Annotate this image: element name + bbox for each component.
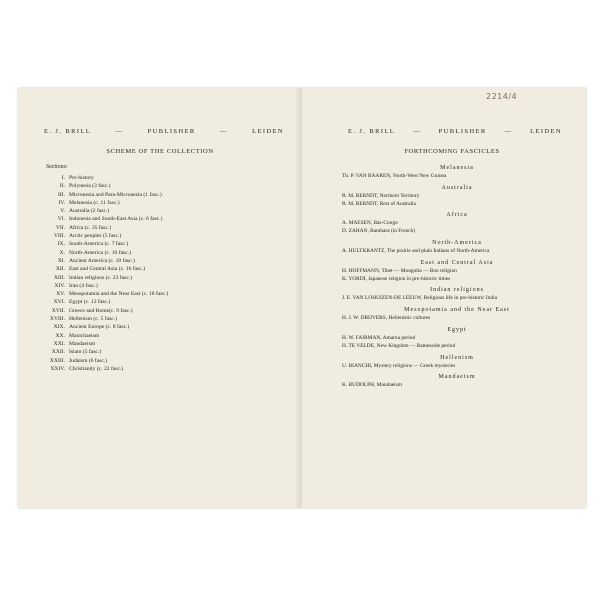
- section-item: [38, 224, 278, 232]
- section-number: XX.: [55, 332, 65, 339]
- section-text: North-America (c. 10 fasc.): [69, 249, 131, 256]
- fascicle-entry: R. M. BERNDT, Rest of Australia: [342, 200, 416, 207]
- section-item: [38, 298, 278, 306]
- section-number: XXIII.: [49, 357, 65, 364]
- section-item: [38, 249, 278, 257]
- section-item: [38, 307, 278, 315]
- section-number: XV.: [56, 291, 65, 298]
- section-number: XI.: [57, 257, 65, 264]
- fascicle-entry: H. TE VELDE, New Kingdom — Ramesside period: [342, 342, 456, 349]
- section-number: IV.: [58, 199, 65, 206]
- region-heading: North-America: [432, 239, 482, 246]
- section-text: South-America (c. 7 fasc.): [69, 241, 129, 248]
- section-item: [38, 282, 278, 290]
- header-part: PUBLISHER: [147, 128, 196, 135]
- fascicle-entry: H. W. FAIRMAN, Amarna period: [342, 334, 416, 341]
- section-number: X.: [59, 249, 65, 256]
- section-text: Melanesia (c. 11 fasc.): [69, 199, 120, 206]
- section-number: XIV.: [54, 282, 65, 289]
- section-item: [38, 257, 278, 265]
- section-number: XVII.: [51, 307, 65, 314]
- section-number: XXIV.: [50, 365, 65, 372]
- left-page: [18, 88, 303, 508]
- section-number: XVI.: [53, 299, 65, 306]
- section-item: [38, 232, 278, 240]
- section-item: [38, 207, 278, 215]
- section-number: V.: [60, 208, 65, 215]
- section-number: VIII.: [53, 233, 65, 240]
- section-item: [38, 332, 278, 340]
- sections-list: [38, 174, 278, 373]
- section-item: [38, 357, 278, 365]
- header-part: LEIDEN: [530, 128, 562, 135]
- section-text: Polynesia (3 fasc.): [69, 183, 111, 190]
- section-number: VI.: [57, 216, 65, 223]
- fascicle-entry: H. HOFFMANN, Tibet — Mongolia — Bon religion: [342, 267, 457, 274]
- section-number: I.: [61, 175, 65, 181]
- fascicle-entry: K. YORDI, Japanese religion in pre-historic times: [342, 275, 451, 282]
- section-number: XVIII.: [49, 316, 65, 323]
- header-part: —: [115, 128, 124, 135]
- section-item: [38, 340, 278, 348]
- fascicle-entry: D. ZAHAN, Bambara (in French): [342, 228, 416, 235]
- section-item: [38, 315, 278, 323]
- region-heading: Africa: [446, 212, 468, 219]
- header-part: —: [219, 128, 228, 135]
- region-heading: Indian religions: [430, 287, 484, 294]
- scheme-title: SCHEME OF THE COLLECTION: [106, 148, 214, 155]
- section-item: [38, 274, 278, 282]
- region-heading: Australia: [441, 184, 473, 191]
- section-text: Africa (c. 35 fasc.): [69, 224, 112, 231]
- header-part: —: [504, 128, 513, 135]
- section-item: [38, 182, 278, 190]
- section-text: Indian religions (c. 23 fasc.): [69, 274, 133, 281]
- section-number: XXI.: [53, 340, 65, 347]
- section-text: Australia (2 fasc.): [69, 208, 110, 215]
- fascicles-list: [342, 164, 572, 390]
- section-text: Christianity (c. 22 fasc.): [69, 365, 124, 372]
- section-item: [38, 323, 278, 331]
- section-item: [38, 174, 278, 182]
- region-heading: Mandaeism: [438, 374, 476, 381]
- section-number: IX.: [57, 241, 65, 248]
- section-number: II.: [59, 183, 65, 190]
- section-number: VII.: [55, 224, 65, 231]
- section-text: Arctic peoples (5 fasc.): [69, 233, 122, 240]
- header-part: LEIDEN: [252, 128, 284, 135]
- fascicle-entry: H. J. W. DRIJVERS, Hellenistic cultures: [342, 315, 431, 322]
- section-item: [38, 265, 278, 273]
- fascicles-title: FORTHCOMING FASCICLES: [404, 148, 500, 155]
- fascicle-entry: K. RUDOLPH, Mandaeism: [342, 382, 402, 389]
- section-text: Mesopotamia and the Near East (c. 18 fasc.): [69, 291, 169, 298]
- section-item: [38, 191, 278, 199]
- section-text: East and Central Asia (c. 16 fasc.): [69, 266, 146, 273]
- section-number: XXII.: [51, 349, 65, 356]
- section-item: [38, 199, 278, 207]
- section-item: [38, 240, 278, 248]
- fascicle-entry: A. HULTKRANTZ, The prairie and plain Indians of North-America: [342, 247, 490, 254]
- section-text: Ancient Europe (c. 8 fasc.): [69, 324, 130, 331]
- section-number: III.: [58, 191, 65, 198]
- section-text: Micronesia and Para-Micronesia (1 fasc.): [69, 191, 162, 198]
- region-heading: Mesopotamia and the Near East: [404, 307, 510, 314]
- fascicle-entry: Th. P. VAN BAAREN, North-West New Guinea: [342, 173, 447, 179]
- section-text: Egypt (c. 12 fasc.): [69, 299, 111, 306]
- handwritten-note: 2214/4: [486, 92, 518, 101]
- section-text: Greece and Rome(c. 9 fasc.): [69, 307, 133, 314]
- fascicle-entry: A. MAESEN, Bas-Congo: [342, 220, 398, 227]
- right-publisher-header: [348, 128, 562, 135]
- fascicle-entry: U. BIANCHI, Mystery religions — Greek mysteries: [342, 362, 456, 369]
- left-publisher-header: [44, 128, 284, 135]
- section-text: Manichaeism: [69, 332, 100, 339]
- section-number: XII.: [55, 266, 65, 273]
- section-text: Indonesia and South-East Asia (c. 6 fasc.): [69, 216, 163, 223]
- fascicle-entry: J. E. VAN LOHUIZEN-DE LEEUW, Religious life in pre-historic India: [342, 295, 498, 302]
- section-number: XIX.: [53, 324, 65, 331]
- section-text: Islam (5 fasc.): [69, 349, 102, 356]
- right-page: [302, 88, 586, 508]
- fascicle-entry: R. M. BERNDT, Northern Territory: [342, 192, 420, 199]
- sections-label: Sections:: [46, 164, 68, 170]
- header-part: —: [412, 128, 421, 135]
- section-number: XIII.: [53, 274, 65, 281]
- region-heading: Egypt: [447, 326, 467, 333]
- section-text: Judaism (6 fasc.): [69, 357, 108, 364]
- section-item: [38, 290, 278, 298]
- section-item: [38, 215, 278, 223]
- section-item: [38, 365, 278, 373]
- section-text: Ancient America (c. 10 fasc.): [69, 257, 135, 264]
- region-heading: Hellenism: [440, 354, 474, 361]
- section-text: Iran (4 fasc.): [69, 282, 98, 289]
- header-part: PUBLISHER: [438, 128, 487, 135]
- brochure-spread: [18, 88, 586, 508]
- header-part: E. J. BRILL: [44, 128, 92, 135]
- section-item: [38, 348, 278, 356]
- section-text: Mandaeism: [69, 340, 96, 347]
- section-text: Pre-history: [69, 175, 94, 181]
- region-heading: Melanesia: [440, 165, 474, 171]
- section-text: Hellenism (c. 5 fasc.): [69, 316, 117, 323]
- region-heading: East and Central Asia: [420, 259, 494, 266]
- header-part: E. J. BRILL: [348, 128, 396, 135]
